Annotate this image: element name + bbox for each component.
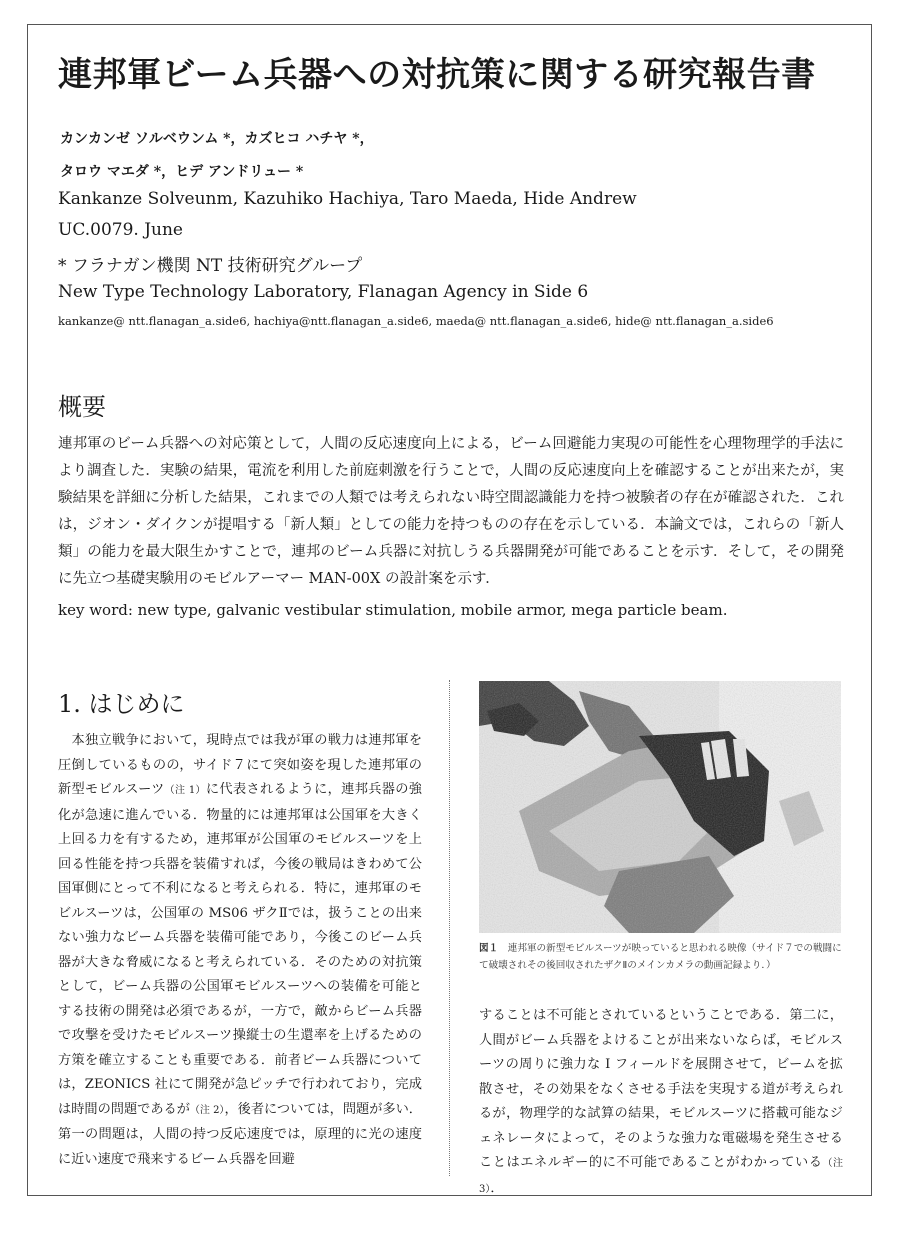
mobile-suit-photo-illustration (479, 681, 841, 933)
section-1-text-b: に代表されるように，連邦兵器の強化が急速に進んでいる．物量的には連邦軍は公国軍を大きく上回る力を有するため，連邦軍が公国軍のモビルスーツを上回る性能を持つ兵器を装備すれば，今後の戦局はきわめて公国軍側にとって不利になると考えられる．特に，連邦軍のモビルスーツは，公国軍の MS06 ザクⅡでは，扱うことの出来ない強力なビーム兵器を装備可能であり，今後このビーム兵器が大きな脅威になると考えられている．そのための対抗策として，ビーム兵器の公国軍モビルスーツへの装備を可能とする技術の開発は必須であるが，一方で，敵からビーム兵器で攻撃を受けたモビルスーツ操縦士の生還率を上げるための方策を確立することも重要である．前者ビーム兵器については，ZEONICS 社にて開発が急ピッチで行われており，完成は時間の問題であるが (58, 782, 422, 1117)
figure-1-image (479, 681, 841, 933)
affiliation-japanese: * フラナガン機関 NT 技術研究グループ (58, 256, 363, 276)
column-divider (449, 680, 450, 1176)
section-1-right-column (479, 1004, 843, 1202)
affiliation-english: New Type Technology Laboratory, Flanagan Agency in Side 6 (58, 282, 589, 302)
section-1-right-text-b: ． (490, 1180, 504, 1196)
section-1-paragraph (58, 729, 422, 1172)
section-1-left-column (58, 729, 422, 1172)
figure-1-caption-text: 連邦軍の新型モビルスーツが映っていると思われる映像（サイド７での戦闘にて破壊されその後回収されたザクⅡのメインカメラの動画記録より．） (479, 943, 842, 971)
footnote-ref-3: （注 3） (479, 1158, 844, 1195)
section-1-paragraph-continued (479, 1004, 843, 1202)
authors-japanese-line-1: カンカンゼ ソルベウンム *，カズヒコ ハチヤ *， (60, 131, 374, 147)
section-1-text-c: ，後者については，問題が多い．第一の問題は，人間の持つ反応速度では，原理的に光の速度に近い速度で飛来するビーム兵器を回避 (58, 1101, 422, 1167)
abstract-heading: 概要 (58, 393, 106, 421)
section-1-text-a: 本独立戦争において，現時点では我が軍の戦力は連邦軍を圧倒しているものの，サイド７にて突如姿を現した連邦軍の新型モビルスーツ (58, 733, 423, 797)
footnote-ref-1: （注 1） (164, 785, 206, 796)
author-emails: kankanze@ ntt.flanagan_a.side6, hachiya@ntt.flanagan_a.side6, maeda@ ntt.flanagan_a.side6, hide@ ntt.flanagan_a.side6 (58, 314, 774, 328)
publication-date: UC.0079. June (58, 220, 183, 240)
abstract-text: 連邦軍のビーム兵器への対応策として，人間の反応速度向上による，ビーム回避能力実現の可能性を心理物理学的手法により調査した．実験の結果，電流を利用した前庭刺激を行うことで，人間の反応速度向上を確認することが出来たが，実験結果を詳細に分析した結果，これまでの人類では考えられない時空間認識能力を持つ被験者の存在が確認された．これは，ジオン・ダイクンが提唱する「新人類」としての能力を持つものの存在を示している．本論文では，これらの「新人類」の能力を最大限生かすことで，連邦のビーム兵器に対抗しうる兵器開発が可能であることを示す．そして，その開発に先立つ基礎実験用のモビルアーマー MAN-00X の設計案を示す． (58, 436, 844, 587)
section-1-heading: 1. はじめに (58, 690, 185, 718)
figure-1-caption (479, 940, 843, 974)
abstract-body (58, 431, 844, 593)
figure-1-label: 図１ (479, 943, 499, 954)
footnote-ref-2: （注 2） (189, 1104, 225, 1116)
section-1-right-text-a: することは不可能とされているということである．第二に，人間がビーム兵器をよけることが出来ないならば，モビルスーツの周りに強力な I フィールドを展開させて，ビームを拡散させ，その効果をなくさせる手法を実現する道が考えられるが，物理学的な試算の結果，モビルスーツに搭載可能なジェネレータによって，そのような強力な電磁場を発生させることはエネルギー的に不可能であることがわかっている (479, 1008, 843, 1170)
keywords: key word: new type, galvanic vestibular stimulation, mobile armor, mega particle beam. (58, 601, 728, 619)
authors-japanese-line-2: タロウ マエダ *，ヒデ アンドリュー * (60, 164, 304, 180)
paper-title: 連邦軍ビーム兵器への対抗策に関する研究報告書 (58, 55, 816, 95)
authors-english: Kankanze Solveunm, Kazuhiko Hachiya, Taro Maeda, Hide Andrew (58, 189, 637, 209)
